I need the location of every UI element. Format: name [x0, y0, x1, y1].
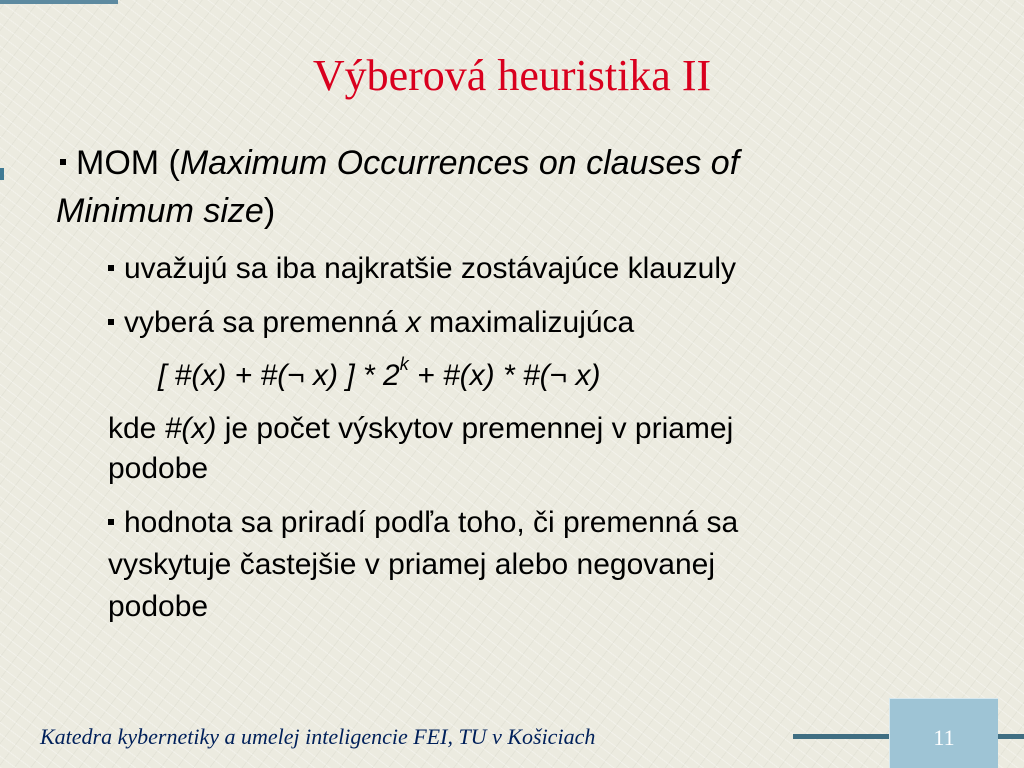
footer-rule-left	[793, 734, 889, 739]
main-bullet-line1: MOM (Maximum Occurrences on clauses of	[60, 144, 739, 183]
main-bullet-line2: Minimum size)	[56, 192, 276, 230]
footer-rule-right	[998, 734, 1024, 739]
page-number: 11	[933, 725, 955, 750]
bullet-icon	[108, 519, 114, 525]
page-number-box	[889, 698, 998, 768]
where-line2: podobe	[108, 452, 209, 485]
sub-bullet-3-line2: vyskytuje častejšie v priamej alebo negovanej	[108, 548, 715, 581]
bullet-icon	[60, 159, 66, 165]
formula-line: [ #(x) + #(¬ x) ] * $2^k$ + #(x) * #(¬ x)	[158, 354, 601, 392]
bullet-icon	[108, 319, 114, 325]
sub-bullet-1: uvažujú sa iba najkratšie zostávajúce klauzuly	[108, 252, 736, 286]
sub-bullet-2: vyberá sa premenná x maximalizujúca	[108, 306, 634, 340]
slide-title: Výberová heuristika II	[312, 51, 712, 100]
where-line1: kde #(x) je počet výskytov premennej v priamej	[108, 412, 734, 445]
footer-institution: Katedra kybernetiky a umelej inteligencie FEI, TU v Košiciach	[40, 724, 596, 749]
sub-bullet-3-line3: podobe	[108, 590, 209, 623]
bullet-icon	[108, 265, 114, 271]
sub-bullet-3-line1: hodnota sa priradí podľa toho, či premenná sa	[108, 506, 738, 540]
